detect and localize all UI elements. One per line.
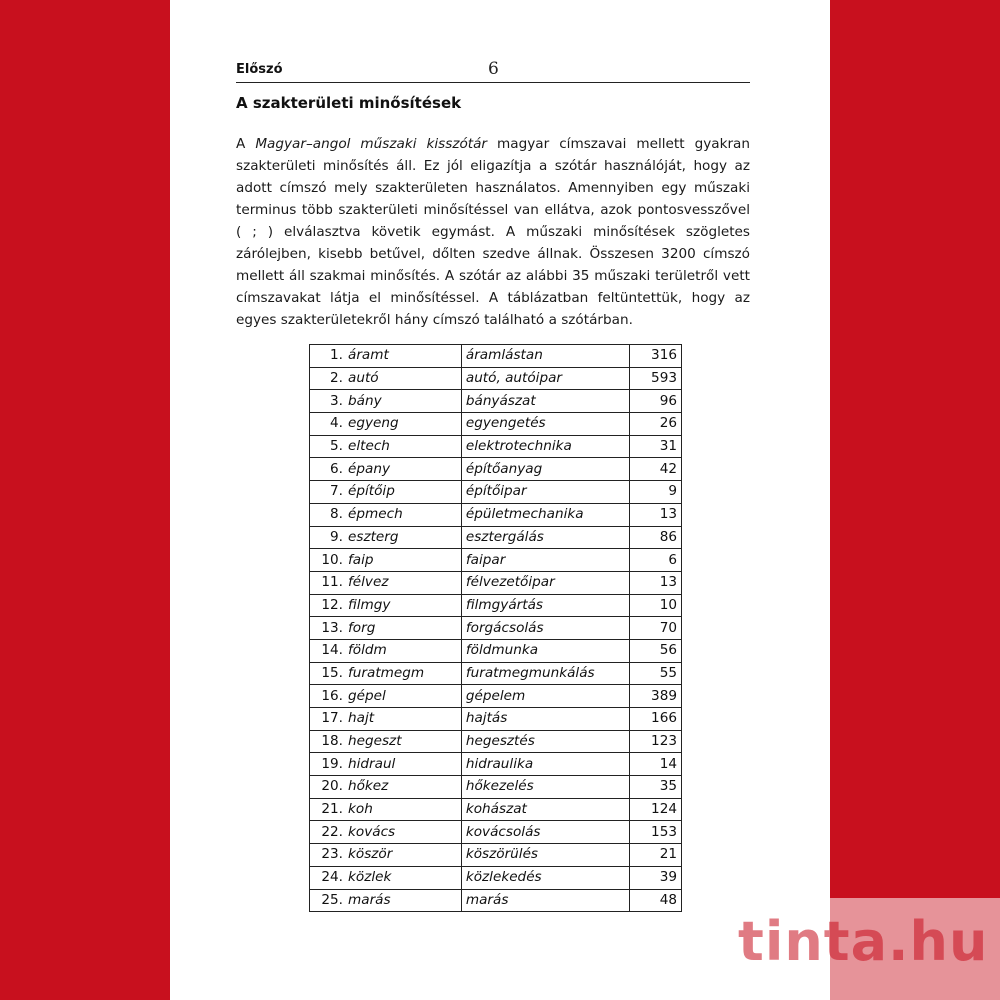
paragraph-text: A xyxy=(236,136,256,152)
row-number: 6. xyxy=(330,460,343,477)
abbreviation: hőkez xyxy=(348,778,389,795)
abbreviation-cell xyxy=(310,617,462,640)
abbreviation: marás xyxy=(348,891,391,908)
row-number: 18. xyxy=(321,733,343,750)
entry-count-cell: 42 xyxy=(629,458,681,481)
field-name-cell: faipar xyxy=(461,549,629,572)
table-row xyxy=(310,662,682,685)
entry-count-cell: 166 xyxy=(629,708,681,731)
field-name-cell: építőipar xyxy=(461,481,629,504)
table-row xyxy=(310,503,682,526)
row-number: 17. xyxy=(321,710,343,727)
abbreviation-cell xyxy=(310,821,462,844)
field-name-cell: hidraulika xyxy=(461,753,629,776)
entry-count-cell: 21 xyxy=(629,844,681,867)
abbreviation-cell xyxy=(310,685,462,708)
abbreviation-cell xyxy=(310,798,462,821)
table-row xyxy=(310,866,682,889)
entry-count-cell: 39 xyxy=(629,866,681,889)
abbreviation: köször xyxy=(348,846,393,863)
row-number: 21. xyxy=(321,801,343,818)
abbreviation: egyeng xyxy=(348,415,399,432)
abbreviation-cell xyxy=(310,662,462,685)
abbreviation: furatmegm xyxy=(348,664,425,681)
abbreviation-cell xyxy=(310,753,462,776)
abbreviation: építőip xyxy=(348,483,395,500)
abbreviation: földm xyxy=(348,642,387,659)
abbreviation: eszterg xyxy=(348,528,399,545)
entry-count-cell: 26 xyxy=(629,413,681,436)
abbreviation-cell xyxy=(310,708,462,731)
entry-count-cell: 153 xyxy=(629,821,681,844)
abbreviation: filmgy xyxy=(348,596,391,613)
paragraph-text: magyar címszavai mellett gyakran szakterületi minősítés áll. Ez jól eligazítja a szótár használóját, hogy az adott címszó mely szakterületen használatos. Amennyiben egy műszaki terminus több szakterületi minősítéssel van ellátva, azok pontosvesszővel ( ; ) elválasztva követik egymást. A műszaki minősítések szögletes zárólejben, kisebb betűvel, dőlten szedve állnak. Összesen 3200 címszó mellett áll szakmai minősítés. A szótár az alábbi 35 műszaki területről vett címszavakat látja el minősítéssel. A táblázatban feltüntettük, hogy az egyes szakterületekről hány címszó található a szótárban. xyxy=(236,136,750,328)
abbreviation-cell xyxy=(310,390,462,413)
abbreviation-cell xyxy=(310,367,462,390)
section-heading: A szakterületi minősítések xyxy=(236,94,462,112)
field-name-cell: furatmegmunkálás xyxy=(461,662,629,685)
table-row xyxy=(310,549,682,572)
entry-count-cell: 124 xyxy=(629,798,681,821)
table-row xyxy=(310,390,682,413)
field-name-cell: hajtás xyxy=(461,708,629,731)
table-row xyxy=(310,708,682,731)
row-number: 7. xyxy=(330,483,343,500)
field-name-cell: egyengetés xyxy=(461,413,629,436)
table-row xyxy=(310,821,682,844)
row-number: 8. xyxy=(330,506,343,523)
table-row xyxy=(310,798,682,821)
field-name-cell: félvezetőipar xyxy=(461,571,629,594)
entry-count-cell: 593 xyxy=(629,367,681,390)
abbreviation: autó xyxy=(348,370,379,387)
row-number: 16. xyxy=(321,687,343,704)
entry-count-cell: 48 xyxy=(629,889,681,912)
abbreviation-cell xyxy=(310,549,462,572)
dictionary-title: Magyar–angol műszaki kisszótár xyxy=(255,136,488,152)
entry-count-cell: 13 xyxy=(629,571,681,594)
entry-count-cell: 55 xyxy=(629,662,681,685)
abbreviation-cell xyxy=(310,503,462,526)
field-name-cell: marás xyxy=(461,889,629,912)
row-number: 13. xyxy=(321,619,343,636)
abbreviation: forg xyxy=(348,619,376,636)
table-row xyxy=(310,526,682,549)
row-number: 5. xyxy=(330,438,343,455)
table-row xyxy=(310,844,682,867)
entry-count-cell: 389 xyxy=(629,685,681,708)
abbreviation: épmech xyxy=(348,506,403,523)
entry-count-cell: 96 xyxy=(629,390,681,413)
abbreviation: kovács xyxy=(348,823,396,840)
entry-count-cell: 6 xyxy=(629,549,681,572)
abbreviation: koh xyxy=(348,801,373,818)
qualifier-table xyxy=(309,344,682,912)
row-number: 14. xyxy=(321,642,343,659)
row-number: 9. xyxy=(330,528,343,545)
abbreviation-cell xyxy=(310,458,462,481)
entry-count-cell: 9 xyxy=(629,481,681,504)
row-number: 1. xyxy=(330,347,343,364)
entry-count-cell: 316 xyxy=(629,345,681,368)
row-number: 19. xyxy=(321,755,343,772)
abbreviation: hidraul xyxy=(348,755,396,772)
field-name-cell: hőkezelés xyxy=(461,776,629,799)
field-name-cell: esztergálás xyxy=(461,526,629,549)
qualifier-table-body xyxy=(310,345,682,912)
entry-count-cell: 86 xyxy=(629,526,681,549)
table-row xyxy=(310,413,682,436)
field-name-cell: kohászat xyxy=(461,798,629,821)
entry-count-cell: 10 xyxy=(629,594,681,617)
table-row xyxy=(310,571,682,594)
abbreviation: hegeszt xyxy=(348,733,402,750)
table-row xyxy=(310,617,682,640)
row-number: 20. xyxy=(321,778,343,795)
entry-count-cell: 35 xyxy=(629,776,681,799)
table-row xyxy=(310,481,682,504)
abbreviation: épany xyxy=(348,460,390,477)
row-number: 23. xyxy=(321,846,343,863)
abbreviation-cell xyxy=(310,866,462,889)
abbreviation-cell xyxy=(310,594,462,617)
field-name-cell: építőanyag xyxy=(461,458,629,481)
entry-count-cell: 31 xyxy=(629,435,681,458)
watermark-logo: tinta.hu xyxy=(738,910,989,973)
row-number: 25. xyxy=(321,891,343,908)
field-name-cell: gépelem xyxy=(461,685,629,708)
field-name-cell: filmgyártás xyxy=(461,594,629,617)
field-name-cell: közlekedés xyxy=(461,866,629,889)
table-row xyxy=(310,345,682,368)
row-number: 2. xyxy=(330,370,343,387)
table-row xyxy=(310,639,682,662)
field-name-cell: épületmechanika xyxy=(461,503,629,526)
entry-count-cell: 70 xyxy=(629,617,681,640)
abbreviation-cell xyxy=(310,844,462,867)
running-header xyxy=(236,58,750,83)
abbreviation: eltech xyxy=(348,438,390,455)
table-row xyxy=(310,730,682,753)
table-row xyxy=(310,458,682,481)
book-page xyxy=(170,0,830,1000)
row-number: 24. xyxy=(321,869,343,886)
row-number: 22. xyxy=(321,823,343,840)
abbreviation-cell xyxy=(310,345,462,368)
row-number: 12. xyxy=(321,596,343,613)
abbreviation: gépel xyxy=(348,687,386,704)
abbreviation-cell xyxy=(310,730,462,753)
abbreviation-cell xyxy=(310,889,462,912)
field-name-cell: köszörülés xyxy=(461,844,629,867)
field-name-cell: autó, autóipar xyxy=(461,367,629,390)
entry-count-cell: 14 xyxy=(629,753,681,776)
abbreviation: hajt xyxy=(348,710,375,727)
field-name-cell: hegesztés xyxy=(461,730,629,753)
entry-count-cell: 123 xyxy=(629,730,681,753)
table-row xyxy=(310,753,682,776)
abbreviation-cell xyxy=(310,481,462,504)
table-row xyxy=(310,594,682,617)
abbreviation: közlek xyxy=(348,869,392,886)
field-name-cell: kovácsolás xyxy=(461,821,629,844)
table-row xyxy=(310,685,682,708)
abbreviation-cell xyxy=(310,413,462,436)
entry-count-cell: 56 xyxy=(629,639,681,662)
field-name-cell: forgácsolás xyxy=(461,617,629,640)
abbreviation: bány xyxy=(348,392,382,409)
abbreviation-cell xyxy=(310,776,462,799)
row-number: 4. xyxy=(330,415,343,432)
row-number: 10. xyxy=(321,551,343,568)
abbreviation: áramt xyxy=(348,347,389,364)
abbreviation-cell xyxy=(310,571,462,594)
abbreviation-cell xyxy=(310,526,462,549)
row-number: 11. xyxy=(321,574,343,591)
field-name-cell: áramlástan xyxy=(461,345,629,368)
table-row xyxy=(310,776,682,799)
table-row xyxy=(310,435,682,458)
field-name-cell: földmunka xyxy=(461,639,629,662)
row-number: 15. xyxy=(321,664,343,681)
intro-paragraph xyxy=(236,133,750,331)
page-number: 6 xyxy=(488,59,499,79)
entry-count-cell: 13 xyxy=(629,503,681,526)
row-number: 3. xyxy=(330,392,343,409)
field-name-cell: elektrotechnika xyxy=(461,435,629,458)
table-row xyxy=(310,367,682,390)
abbreviation-cell xyxy=(310,639,462,662)
abbreviation: faip xyxy=(348,551,374,568)
field-name-cell: bányászat xyxy=(461,390,629,413)
abbreviation-cell xyxy=(310,435,462,458)
abbreviation: félvez xyxy=(348,574,389,591)
table-row xyxy=(310,889,682,912)
chapter-title: Előszó xyxy=(236,62,283,77)
